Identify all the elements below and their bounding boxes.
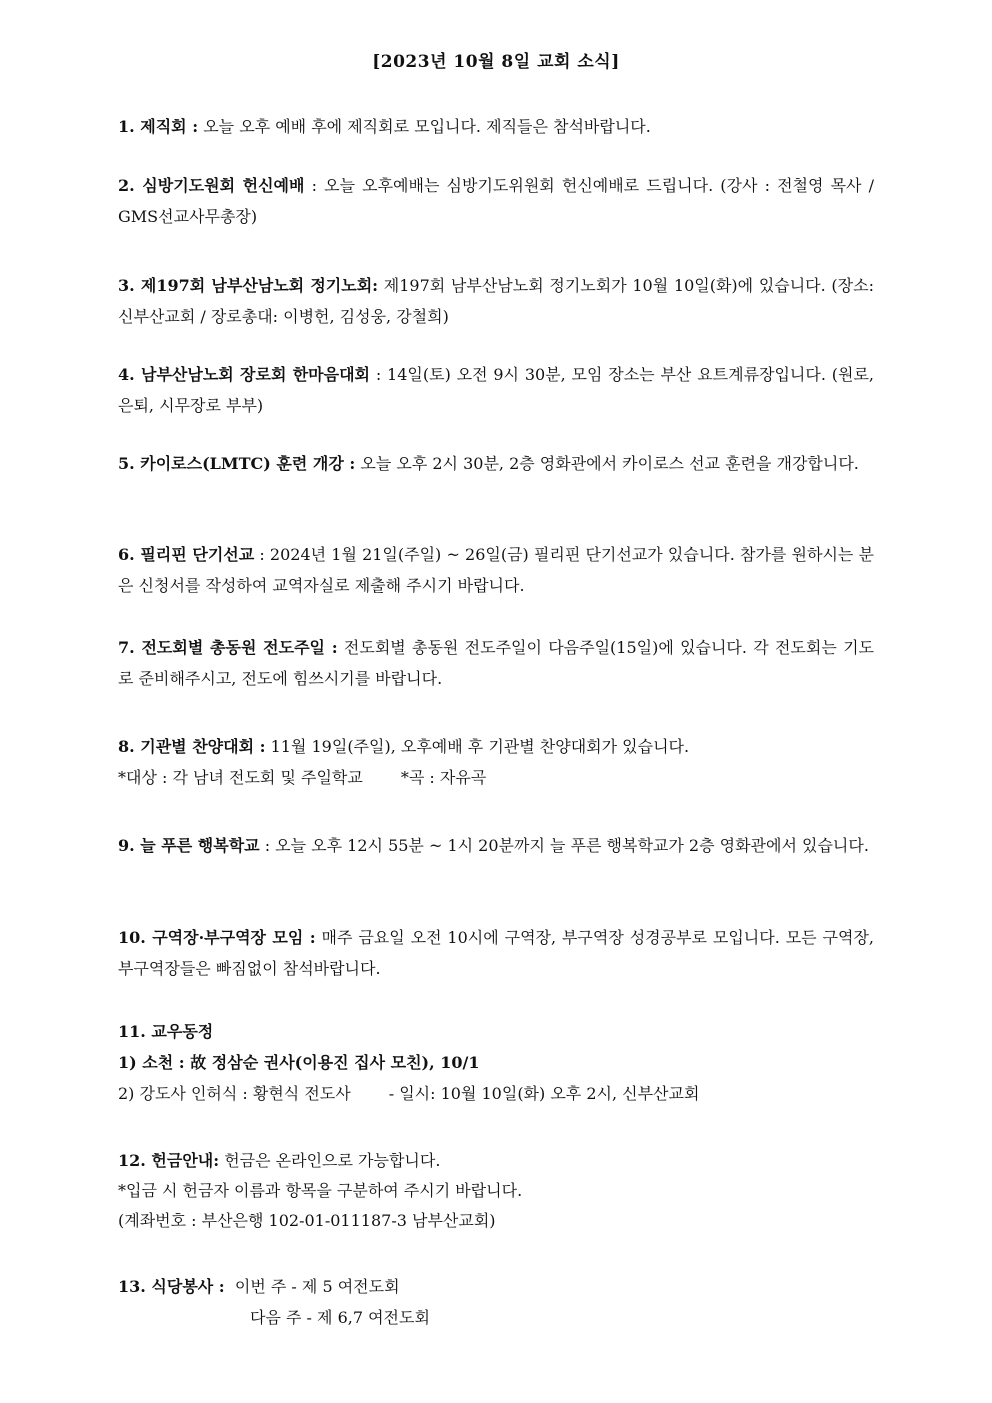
notice-item-12 (118, 1146, 874, 1236)
notice-text: 오늘 오후 예배 후에 제직회로 모입니다. 제직들은 참석바랍니다. (198, 117, 651, 136)
notice-item-1 (118, 111, 874, 142)
notice-label: 11. 교우동정 (118, 1022, 214, 1041)
notice-label: 2. 심방기도원회 헌신예배 (118, 176, 305, 195)
notice-item-10 (118, 922, 874, 984)
notice-item-13 (118, 1271, 874, 1333)
notice-label: 5. 카이로스(LMTC) 훈련 개강 : (118, 454, 356, 473)
notice-text: 오늘 오후 2시 30분, 2층 영화관에서 카이로스 선교 훈련을 개강합니다. (355, 454, 859, 473)
notice-item-9 (118, 830, 874, 861)
notice-label: 8. 기관별 찬양대회 : (118, 737, 266, 756)
notice-label: 13. 식당봉사 : (118, 1277, 225, 1296)
bank-account: (계좌번호 : 부산은행 102-01-011187-3 남부산교회) (118, 1211, 496, 1230)
notice-item-4 (118, 359, 874, 421)
notice-label: 4. 남부산남노회 장로회 한마음대회 (118, 365, 371, 384)
notice-text: : 오늘 오후 12시 55분 ~ 1시 20분까지 늘 푸른 행복학교가 2층 영화관에서 있습니다. (259, 836, 869, 855)
notice-text: 11월 19일(주일), 오후예배 후 기관별 찬양대회가 있습니다. (265, 737, 690, 756)
notice-label: 7. 전도회별 총동원 전도주일 : (118, 638, 338, 657)
notice-item-2 (118, 170, 874, 232)
notice-licensing-date: - 일시: 10월 10일(화) 오후 2시, 신부산교회 (388, 1084, 700, 1103)
notice-sub-target: *대상 : 각 남녀 전도회 및 주일학교 (118, 768, 363, 787)
notice-label: 12. 헌금안내: (118, 1151, 220, 1170)
notice-text: : 2024년 1월 21일(주일) ~ 26일(금) 필리핀 단기선교가 있습니다. 참가를 원하시는 분은 신청서를 작성하여 교역자실로 제출해 주시기 바랍니다. (118, 545, 874, 595)
notice-text: 매주 금요일 오전 10시에 구역장, 부구역장 성경공부로 모입니다. 모든 구역장, 부구역장들은 빠짐없이 참석바랍니다. (118, 928, 874, 978)
notice-sub-song: *곡 : 자유곡 (400, 768, 487, 787)
notice-item-6 (118, 539, 874, 601)
notice-item-5 (118, 448, 874, 479)
notice-text: 헌금은 온라인으로 가능합니다. (219, 1151, 441, 1170)
notice-item-8 (118, 731, 874, 793)
notice-licensing: 2) 강도사 인허식 : 황현식 전도사 (118, 1084, 351, 1103)
notice-label: 9. 늘 푸른 행복학교 (118, 836, 260, 855)
notice-label: 6. 필리핀 단기선교 (118, 545, 255, 564)
notice-item-3 (118, 270, 874, 332)
offering-instruction: *입금 시 헌금자 이름과 항목을 구분하여 주시기 바랍니다. (118, 1181, 523, 1200)
kitchen-next-week: 다음 주 - 제 6,7 여전도회 (250, 1308, 430, 1327)
notice-text: : 14일(토) 오전 9시 30분, 모임 장소는 부산 요트계류장입니다. (원로, 은퇴, 시무장로 부부) (118, 365, 874, 415)
notice-label: 3. 제197회 남부산남노회 정기노회: (118, 276, 379, 295)
notice-text: : 오늘 오후예배는 심방기도위원회 헌신예배로 드립니다. (강사 : 전철영 목사 / GMS선교사무총장) (118, 176, 874, 226)
notice-label: 10. 구역장·부구역장 모임 : (118, 928, 316, 947)
notice-text: 전도회별 총동원 전도주일이 다음주일(15일)에 있습니다. 각 전도회는 기도로 준비해주시고, 전도에 힘쓰시기를 바랍니다. (118, 638, 874, 688)
kitchen-this-week: 이번 주 - 제 5 여전도회 (234, 1277, 400, 1296)
notice-condolence: 1) 소천 : 故 정삼순 권사(이용진 집사 모친), 10/1 (118, 1053, 480, 1072)
notice-label: 1. 제직회 : (118, 117, 199, 136)
notice-item-7 (118, 632, 874, 694)
notice-item-11 (118, 1016, 874, 1109)
notice-text: 제197회 남부산남노회 정기노회가 10월 10일(화)에 있습니다. (장소: 신부산교회 / 장로총대: 이병헌, 김성웅, 강철희) (118, 276, 874, 326)
page-title: [2023년 10월 8일 교회 소식] (372, 52, 620, 72)
